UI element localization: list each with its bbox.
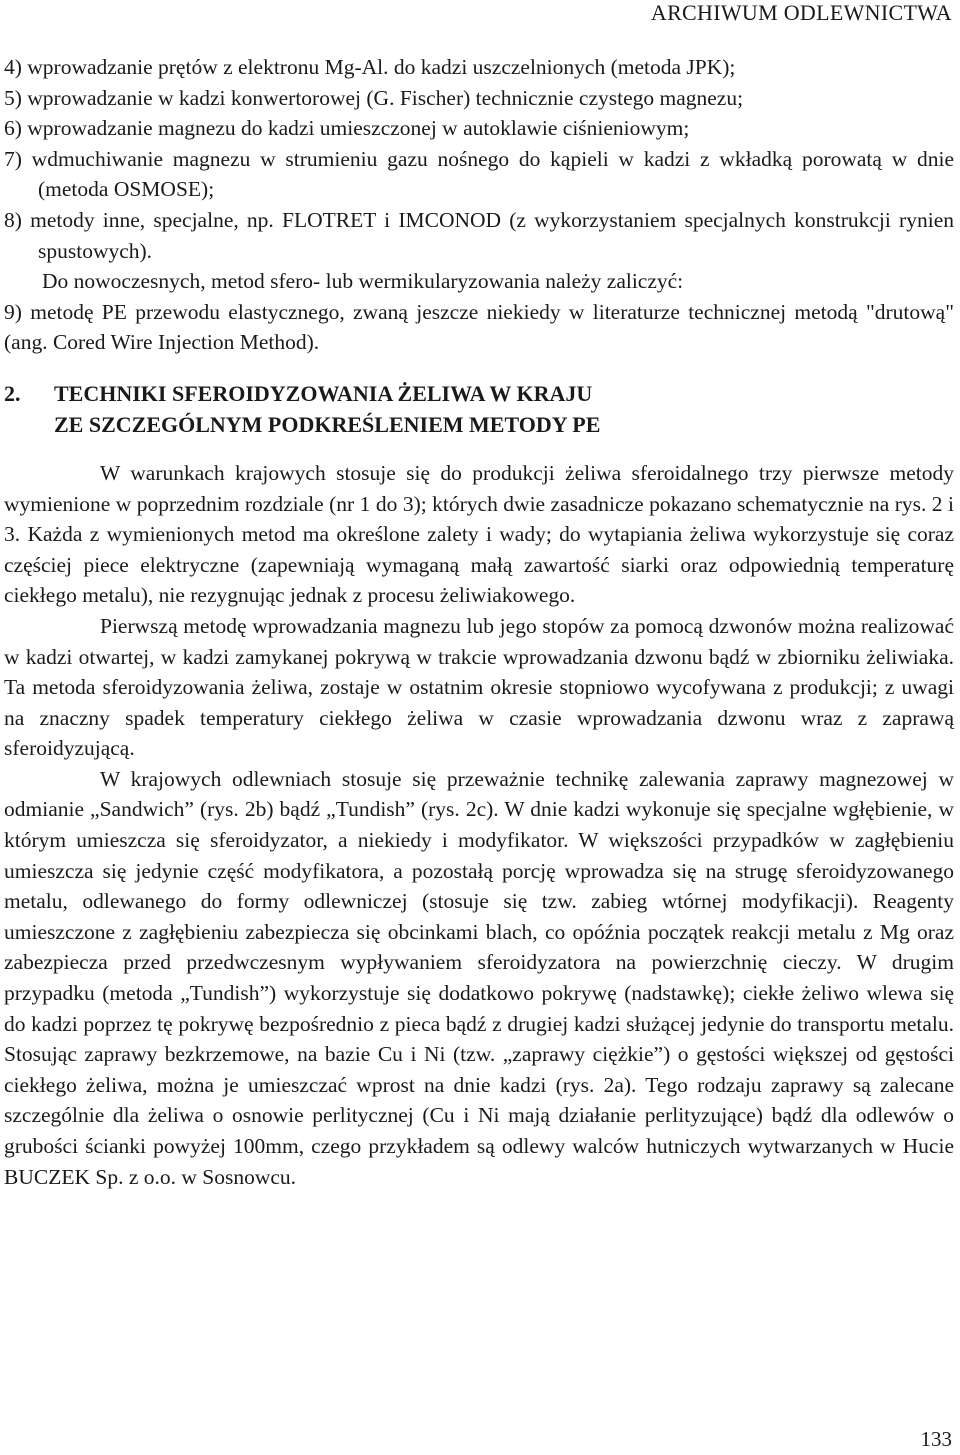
list-item: 6) wprowadzanie magnezu do kadzi umieszczonej w autoklawie ciśnieniowym; xyxy=(4,116,690,141)
list-item: 5) wprowadzanie w kadzi konwertorowej (G. Fischer) technicznie czystego magnezu; xyxy=(4,85,744,110)
section-number: 2. xyxy=(4,380,21,406)
section-title xyxy=(54,378,600,440)
body-paragraph: W warunkach krajowych stosuje się do produkcji żeliwa sferoidalnego trzy pierwsze metody wymienione w poprzednim rozdziale (nr 1 do 3); których dwie zasadnicze pokazano schematycznie na rys. 2 i 3. Każda z wymienionych metod ma określone zalety i wady; do wytapiania żeliwa wykorzystuje się coraz częściej piece elektryczne (zapewniają wymaganą małą zawartość siarki oraz odpowiednią temperaturę ciekłego metalu), nie rezygnując jednak z procesu żeliwiakowego. xyxy=(4,460,954,608)
section-heading xyxy=(4,378,954,440)
page-content xyxy=(4,52,954,1192)
list-item: 4) wprowadzanie prętów z elektronu Mg-Al. do kadzi uszczelnionych (metoda JPK); xyxy=(4,55,736,79)
section-title-line-1: TECHNIKI SFEROIDYZOWANIA ŻELIWA W KRAJU xyxy=(54,380,593,406)
body-paragraph: Pierwszą metodę wprowadzania magnezu lub jego stopów za pomocą dzwonów można realizować w kadzi otwartej, w kadzi zamykanej pokrywą w trakcie wprowadzania dzwonu bądź w zbiorniku żeliwiaka. Ta metoda sferoidyzowania żeliwa, zostaje w ostatnim okresie stopniowo wycofywana z produkcji; z uwagi na znaczny spadek temperatury ciekłego żeliwa w czasie wprowadzania dzwonu wraz z zaprawą sferoidyzującą. xyxy=(4,613,954,761)
running-header: ARCHIWUM ODLEWNICTWA xyxy=(650,0,952,25)
body-paragraph: W krajowych odlewniach stosuje się przeważnie technikę zalewania zaprawy magnezowej w odmianie „Sandwich” (rys. 2b) bądź „Tundish” (rys. 2c). W dnie kadzi wykonuje się specjalne wgłębienie, w którym umieszcza się sferoidyzator, a niekiedy i modyfikator. W większości przypadków w zagłębieniu umieszcza się jedynie część modyfikatora, a pozostałą porcję wprowadza się na strugę sferoidyzowanego metalu, odlewanego do formy odlewniczej (stosuje się tzw. zabieg wtórnej modyfikacji). Reagenty umieszczone z zagłębieniu zabezpiecza się obcinkami blach, co opóźnia początek reakcji metalu z Mg oraz zabezpiecza przed przedwczesnym wypływaniem sferoidyzatora na powierzchnię cieczy. W drugim przypadku (metoda „Tundish”) wykorzystuje się dodatkowo pokrywę (nadstawkę); ciekłe żeliwo wlewa się do kadzi poprzez tę pokrywę bezpośrednio z pieca bądź z drugiej kadzi służącej jedynie do transportu metalu. Stosując zaprawy bezkrzemowe, na bazie Cu i Ni (tzw. „zaprawy ciężkie”) o gęstości większej od gęstości ciekłego żeliwa, można je umieszczać wprost na dnie kadzi (rys. 2a). Tego rodzaju zaprawy są zalecane szczególnie dla żeliwa o osnowie perlitycznej (Cu i Ni mają działanie perlityzujące) bądź dla odlewów o grubości ścianki powyżej 100mm, czego przykładem są odlewy walców hutniczych wytwarzanych w Hucie BUCZEK Sp. z o.o. w Sosnowcu. xyxy=(4,766,954,1189)
list-item: 8) metody inne, specjalne, np. FLOTRET i IMCONOD (z wykorzystaniem specjalnych konstrukcji rynien spustowych). xyxy=(4,207,954,263)
section-title-line-2: ZE SZCZEGÓLNYM PODKREŚLENIEM METODY PE xyxy=(54,411,601,437)
list-item: 7) wdmuchiwanie magnezu w strumieniu gazu nośnego do kąpieli w kadzi z wkładką porowatą w dnie (metoda OSMOSE); xyxy=(4,146,954,202)
intro-paragraph: Do nowoczesnych, metod sfero- lub wermikularyzowania należy zaliczyć: xyxy=(42,269,684,294)
page-number: 133 xyxy=(920,1427,952,1451)
list-item-9: 9) metodę PE przewodu elastycznego, zwaną jeszcze niekiedy w literaturze technicznej metodą "drutową" (ang. Cored Wire Injection Method). xyxy=(4,299,954,355)
